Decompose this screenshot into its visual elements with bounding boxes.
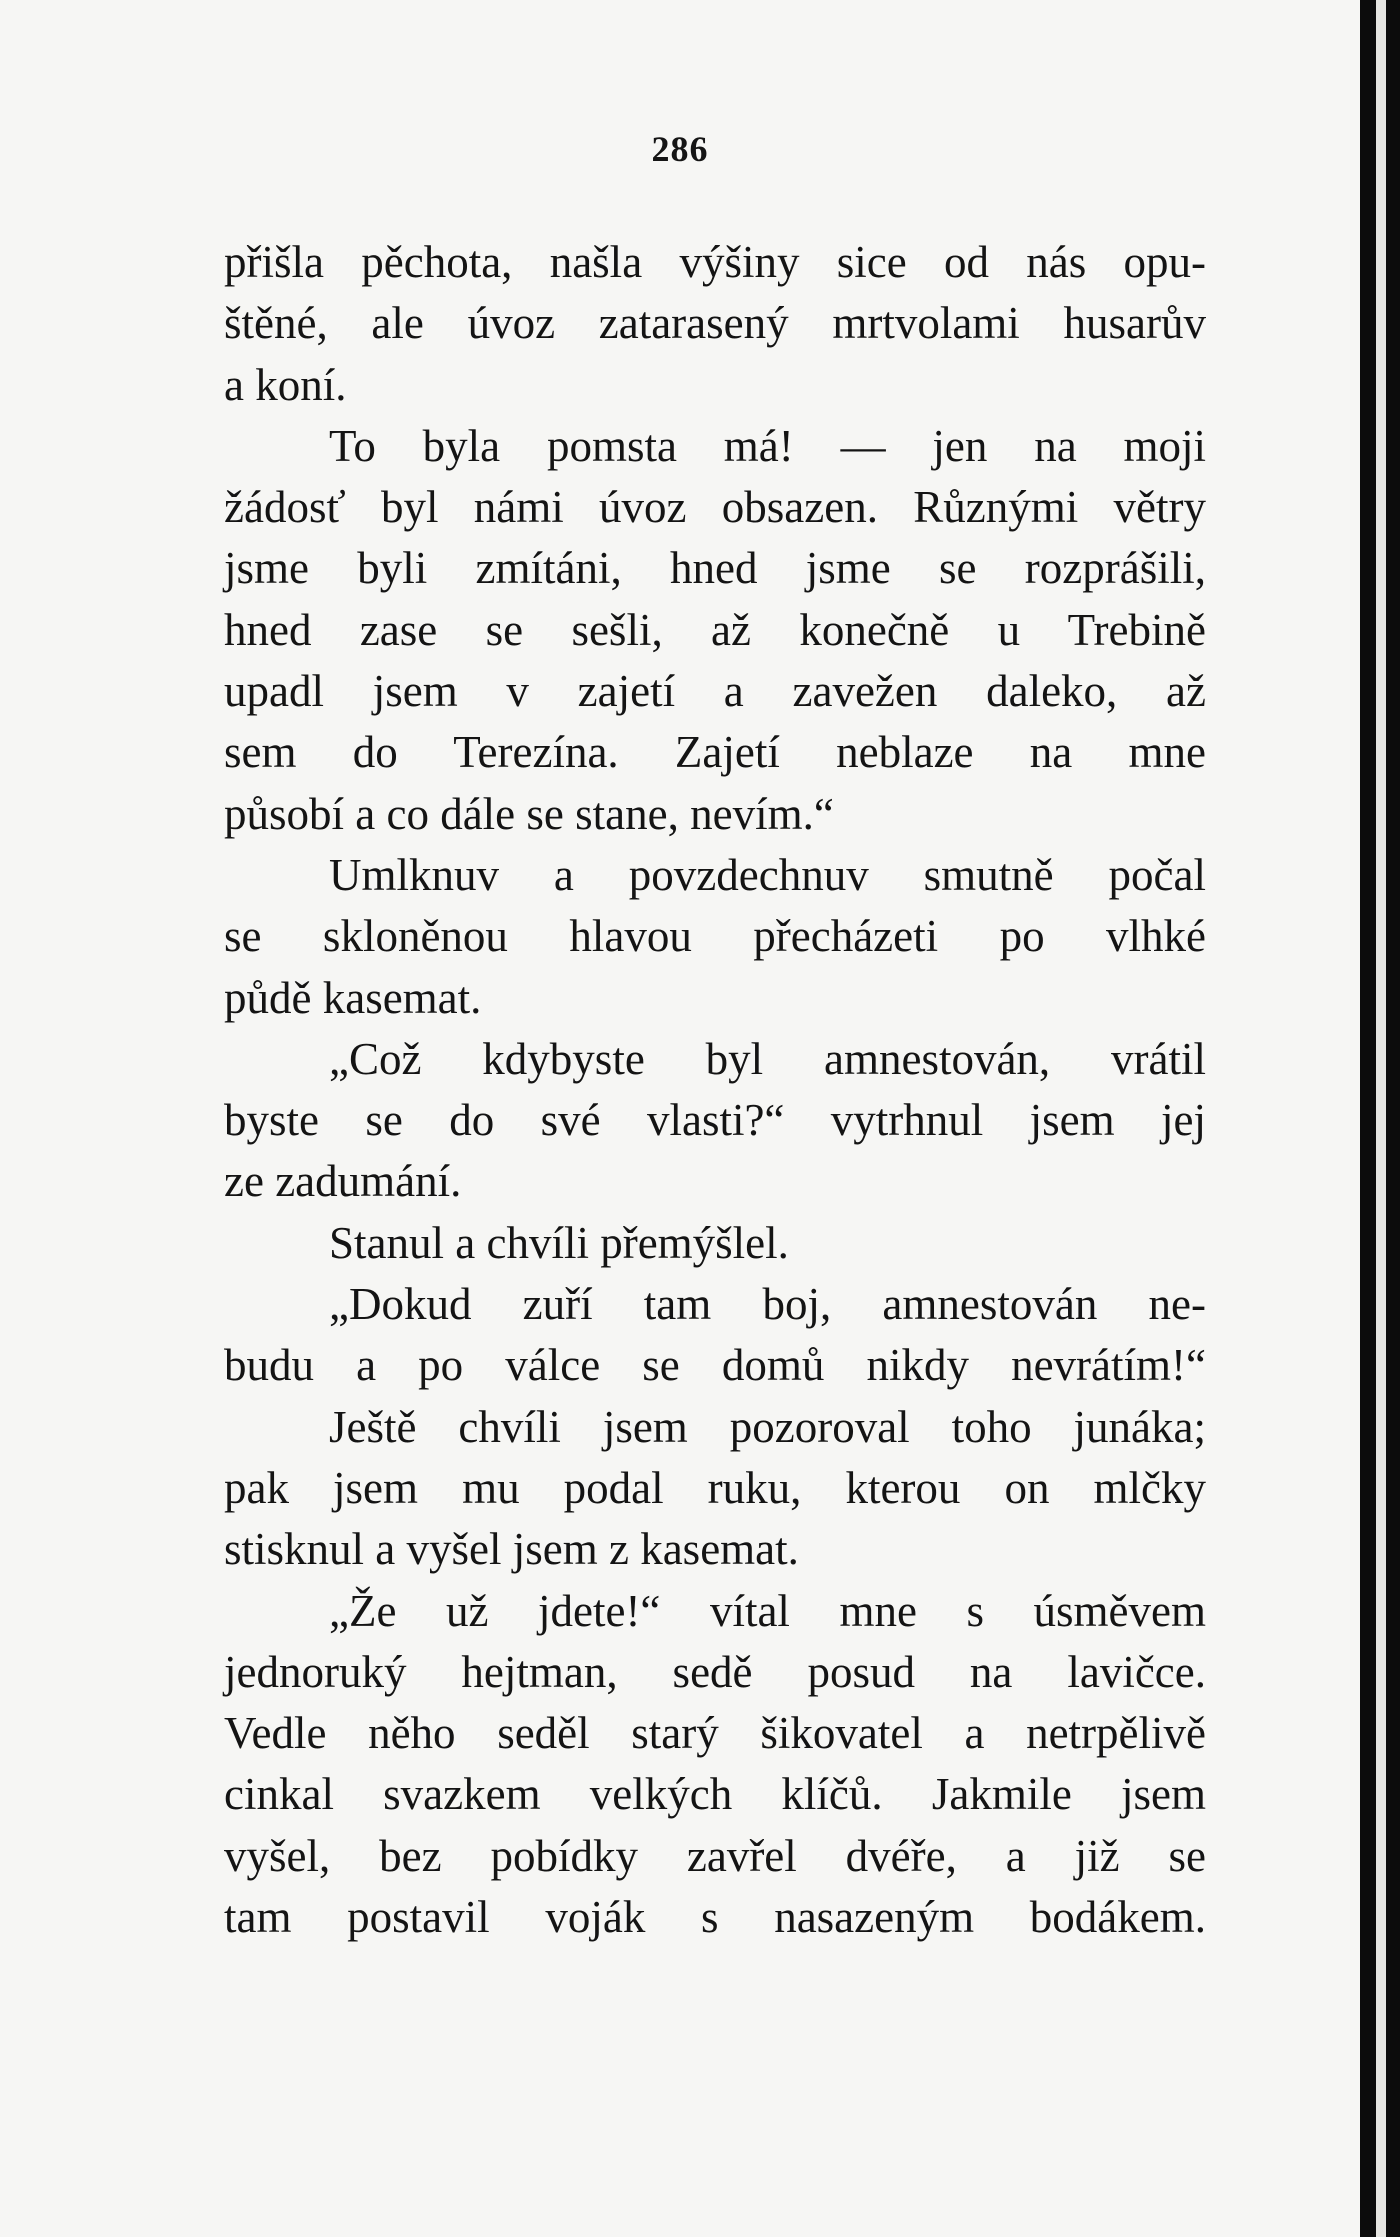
text-line: ze zadumání. bbox=[224, 1156, 462, 1207]
page-number: 286 bbox=[651, 129, 709, 169]
text-line: tam postavil voják s nasazeným bodákem. bbox=[224, 1892, 1206, 1943]
body-text bbox=[224, 232, 1206, 1948]
text-line: budu a po válce se domů nikdy nevrátím!“ bbox=[224, 1340, 1206, 1391]
text-line: „Což kdybyste byl amnestován, vrátil bbox=[329, 1033, 1206, 1084]
text-line: stisknul a vyšel jsem z kasemat. bbox=[224, 1524, 799, 1575]
text-line: „Že už jdete!“ vítal mne s úsměvem bbox=[329, 1585, 1206, 1636]
text-line: sem do Terezína. Zajetí neblaze na mne bbox=[224, 727, 1206, 778]
text-line: půdě kasemat. bbox=[224, 972, 482, 1023]
text-line: jednoruký hejtman, sedě posud na lavičce. bbox=[224, 1646, 1206, 1697]
text-line: Stanul a chvíli přemýšlel. bbox=[329, 1217, 789, 1268]
text-line: Vedle něho seděl starý šikovatel a netrpělivě bbox=[224, 1708, 1206, 1759]
text-line: pak jsem mu podal ruku, kterou on mlčky bbox=[224, 1462, 1206, 1513]
text-line: vyšel, bez pobídky zavřel dvéře, a již se bbox=[224, 1830, 1206, 1881]
text-line: se skloněnou hlavou přecházeti po vlhké bbox=[224, 911, 1206, 962]
text-line: žádosť byl námi úvoz obsazen. Různými větry bbox=[224, 482, 1206, 533]
text-line: cinkal svazkem velkých klíčů. Jakmile jsem bbox=[224, 1769, 1206, 1820]
text-line: hned zase se sešli, až konečně u Trebině bbox=[224, 604, 1206, 655]
text-line: Ještě chvíli jsem pozoroval toho junáka; bbox=[329, 1401, 1206, 1452]
text-line: upadl jsem v zajetí a zavežen daleko, až bbox=[224, 666, 1206, 717]
text-line: „Dokud zuří tam boj, amnestován ne- bbox=[329, 1279, 1206, 1330]
text-line: přišla pěchota, našla výšiny sice od nás opu- bbox=[224, 237, 1206, 287]
text-line: Umlknuv a povzdechnuv smutně počal bbox=[329, 849, 1206, 900]
text-line: štěné, ale úvoz zatarasený mrtvolami husarův bbox=[224, 298, 1206, 349]
scan-edge-strip bbox=[1376, 0, 1386, 2237]
text-line: působí a co dále se stane, nevím.“ bbox=[224, 788, 834, 839]
text-line: To byla pomsta má! — jen na moji bbox=[329, 420, 1206, 471]
text-line: jsme byli zmítáni, hned jsme se rozprášili, bbox=[224, 543, 1206, 594]
text-line: byste se do své vlasti?“ vytrhnul jsem jej bbox=[224, 1095, 1206, 1146]
text-line: a koní. bbox=[224, 359, 347, 410]
